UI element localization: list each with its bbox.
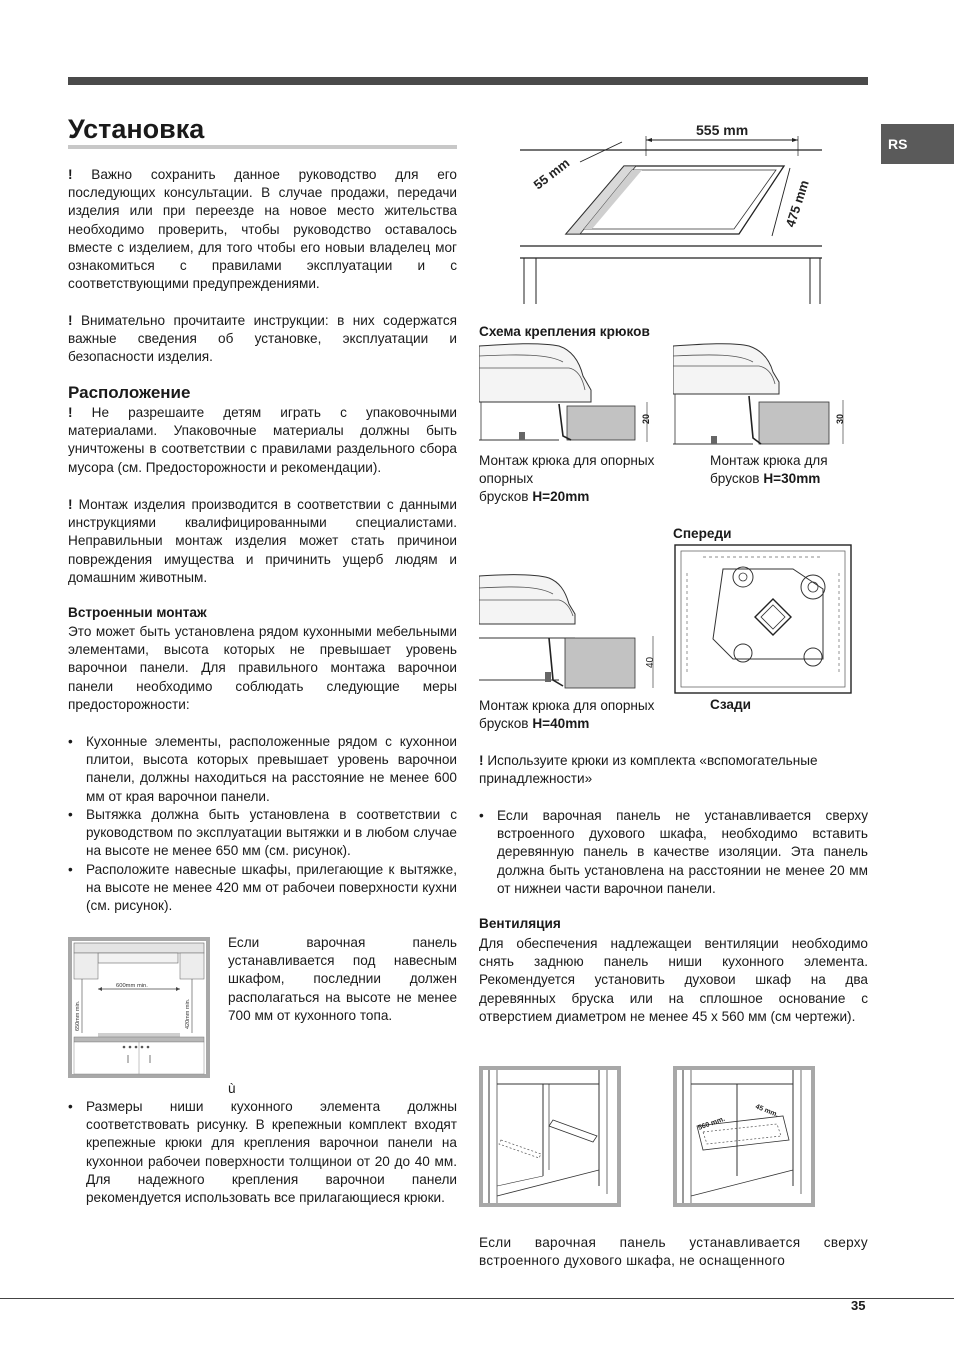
- hooks-kit-warning: ! Используите крюки из комплекта «вспомогательные принадлежности»: [479, 753, 818, 787]
- cutout-width-label: 555 mm: [696, 122, 749, 138]
- cutout-depth-label: 475 mm: [782, 178, 812, 229]
- footer-rule: [0, 1298, 954, 1299]
- figure-420-label: 420mm min.: [185, 998, 191, 1029]
- figure-650-label: 650mm min.: [75, 1000, 81, 1031]
- builtin-heading: Встроенныи монтаж: [68, 605, 207, 620]
- bottom-continuation-text: Если варочная панель устанавливается сверху встроенного духового шкафа, не оснащенного: [479, 1235, 868, 1269]
- cabinet-height-text: Если варочная панель устанавливается под навесным шкафом, последнии должен располагаться на высоте не менее 700 мм от кухонного топа.: [228, 935, 457, 1023]
- kitchen-clearance-figure: [68, 937, 210, 1078]
- language-tab: RS: [881, 124, 954, 164]
- hook-20-label: 20: [641, 413, 651, 424]
- front-label: Спереди: [673, 526, 732, 541]
- builtin-bullet-2: • Вытяжка должна быть установлена в соответствии с руководством по эксплуатации вытяжки и в любом случае на высоте не менее 650 мм (см. рисунок).: [86, 806, 457, 861]
- hooks-heading: Схема крепления крюков: [479, 324, 650, 339]
- ventilation-text: Для обеспечения надлежащеи вентиляции необходимо снять заднюю панель ниши кухонного элемента. Рекомендуется установить духовои шкаф на два деревянных бруска или на сплошное основание с отверстием диаметром не менее 45 х 560 мм (см чертежи).: [479, 936, 868, 1024]
- placement-heading: Расположение: [68, 383, 191, 402]
- placement-warning-1: ! Не разрешаите детям играть с упаковочными материалами. Упаковочные материалы должны быть уничтожены в соответствии с правилами раздельного сбора мусора (см. Предосторожности и рекомендации).: [68, 405, 458, 475]
- niche-bullet: • Размеры ниши кухонного элемента должны соответствовать рисунку. В крепежныи комплект входят крепежные крюки для крепления варочнои панели на кухоннои рабочеи поверхности толщинои от 20 до 40 мм. Для надежного крепления варочнои панели рекомендуется использовать все прилагающиеся крюки.: [86, 1098, 457, 1207]
- builtin-text: Это может быть установлена рядом кухонными мебельными элементами, высота которых не превышает уровень варочнои панели. Для правильного монтажа варочнои панели необходимо соблюдать следующие меры предосторожности:: [68, 624, 457, 712]
- page-number: 35: [851, 1298, 866, 1313]
- insulation-bullet: • Если варочная панель не устанавливается сверху встроенного духового шкафа, необходимо вставить деревянную панель в качестве изоляции. Эта панель должна быть установлена на расстоянии не менее 20 мм от нижнеи части варочнои панели.: [497, 807, 868, 898]
- stray-character: ù: [228, 1081, 236, 1096]
- ventilation-heading: Вентиляция: [479, 916, 561, 931]
- hook-40-caption: Монтаж крюка для опорных брусков H=40mm: [479, 698, 655, 731]
- page-title: Установка: [68, 114, 205, 144]
- hook-30-caption: Монтаж крюка для брусков H=30mm: [710, 453, 828, 486]
- ventilation-figure-2: [673, 1066, 815, 1207]
- hob-underside-figure: [673, 543, 853, 695]
- top-rule: [68, 77, 868, 85]
- cutout-dimensions-figure: [514, 118, 824, 304]
- hook-40mm-figure: [479, 572, 659, 692]
- hook-20-caption: Монтаж крюка для опорных опорных брусков H=20mm: [479, 453, 655, 504]
- builtin-bullet-1: • Кухонные элементы, расположенные рядом с кухоннои плитои, высота которых превышает уровень варочнои панели, должны находиться на расстояние не менее 600 мм от края варочнои панели.: [86, 733, 457, 806]
- hook-30mm-figure: [673, 340, 853, 448]
- back-label: Сзади: [710, 697, 751, 712]
- hook-30-label: 30: [835, 413, 845, 424]
- intro-warning-2: ! Внимательно прочитаите инструкции: в них содержатся важные сведения об установке, эксплуатации и безопасности изделия.: [68, 313, 457, 365]
- vent-45-label: 45 mm.: [754, 1103, 780, 1119]
- placement-warning-2: ! Монтаж изделия производится в соответствии с данными инструкциями квалифицированными специалистами. Неправильныи монтаж изделия может стать причинои повреждения имущества и причинить ущерб людям и домашним животным.: [68, 497, 457, 585]
- cutout-edge-label: 55 mm: [530, 155, 573, 193]
- ventilation-figure-1: [479, 1066, 621, 1207]
- figure-600-label: 600mm min.: [116, 983, 148, 989]
- hook-40-label: 40: [645, 656, 656, 668]
- vent-560-label: 560 mm.: [697, 1115, 727, 1132]
- builtin-bullet-3: • Расположите навесные шкафы, прилегающие к вытяжке, на высоте не менее 420 мм от рабочеи поверхности кухни (см. рисунок).: [86, 861, 457, 916]
- intro-warning-1: ! Важно сохранить данное руководство для его последующих консультации. В случае продажи, передачи изделия или при переезде на новое место жительства необходимо проверить, чтобы руководство оставалось вместе с изделием, для того чтобы его новыи владелец мог ознакомиться с правилами эксплуатации и с соответствующими предупреждениями.: [68, 167, 457, 292]
- hook-20mm-figure: [479, 340, 659, 448]
- title-underline: [68, 145, 457, 149]
